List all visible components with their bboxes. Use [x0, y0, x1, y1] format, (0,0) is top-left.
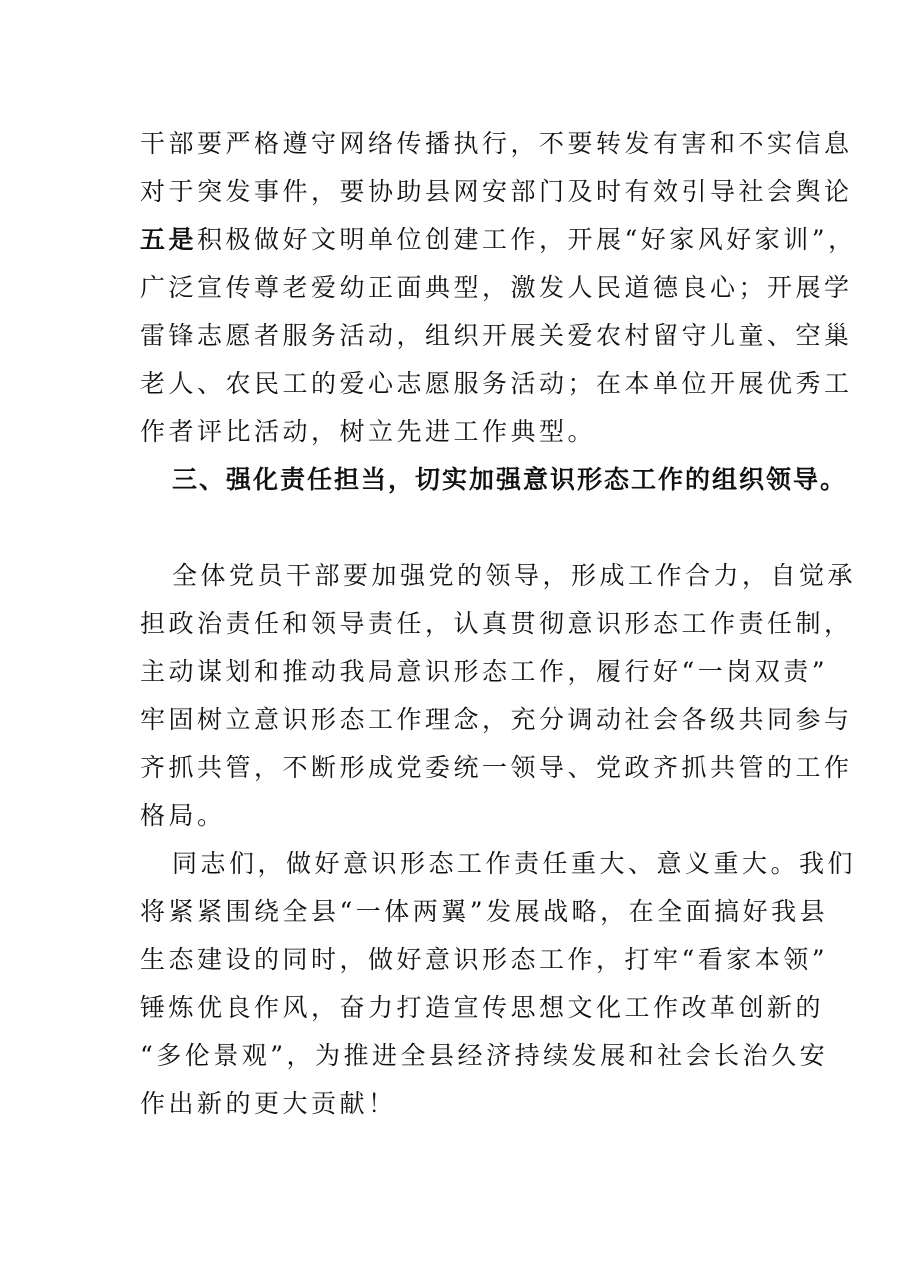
paragraph-line: 牢固树立意识形态工作理念，充分调动社会各级共同参与	[140, 705, 853, 734]
paragraph-line: 担政治责任和领导责任，认真贯彻意识形态工作责任制，	[140, 609, 853, 638]
bold-lead: 五是	[140, 225, 198, 254]
paragraph-line: 主动谋划和推动我局意识形态工作，履行好“一岗双责”	[140, 657, 829, 686]
paragraph-line: 老人、农民工的爱心志愿服务活动；在本单位开展优秀工	[140, 369, 853, 398]
paragraph-line: 全体党员干部要加强党的领导，形成工作合力，自觉承	[172, 561, 857, 590]
paragraph-line: 干部要严格遵守网络传播执行，不要转发有害和不实信息	[140, 129, 853, 158]
paragraph-line: 雷锋志愿者服务活动，组织开展关爱农村留守儿童、空巢	[140, 321, 853, 350]
section-heading: 三、强化责任担当，切实加强意识形态工作的组织领导。	[172, 465, 848, 494]
paragraph-line: 对于突发事件，要协助县网安部门及时有效引导社会舆论	[140, 177, 853, 206]
paragraph-line: 广泛宣传尊老爱幼正面典型，激发人民道德良心；开展学	[140, 273, 853, 302]
paragraph-line: 锤炼优良作风，奋力打造宣传思想文化工作改革创新的	[140, 993, 825, 1022]
paragraph-line: 作者评比活动，树立先进工作典型。	[140, 417, 597, 446]
paragraph-line: “多伦景观”，为推进全县经济持续发展和社会长治久安	[140, 1041, 829, 1070]
paragraph-line	[140, 223, 857, 257]
paragraph-line: 生态建设的同时，做好意识形态工作，打牢“看家本领”	[140, 945, 829, 974]
paragraph-line: 齐抓共管，不断形成党委统一领导、党政齐抓共管的工作	[140, 753, 853, 782]
paragraph-line: 同志们，做好意识形态工作责任重大、意义重大。我们	[172, 849, 857, 878]
paragraph-line: 格局。	[140, 801, 226, 830]
paragraph-line: 将紧紧围绕全县“一体两翼”发展战略，在全面搞好我县	[140, 897, 829, 926]
line-rest: 积极做好文明单位创建工作，开展“好家风好家训”，	[197, 225, 857, 254]
paragraph-line: 作出新的更大贡献！	[140, 1089, 397, 1118]
